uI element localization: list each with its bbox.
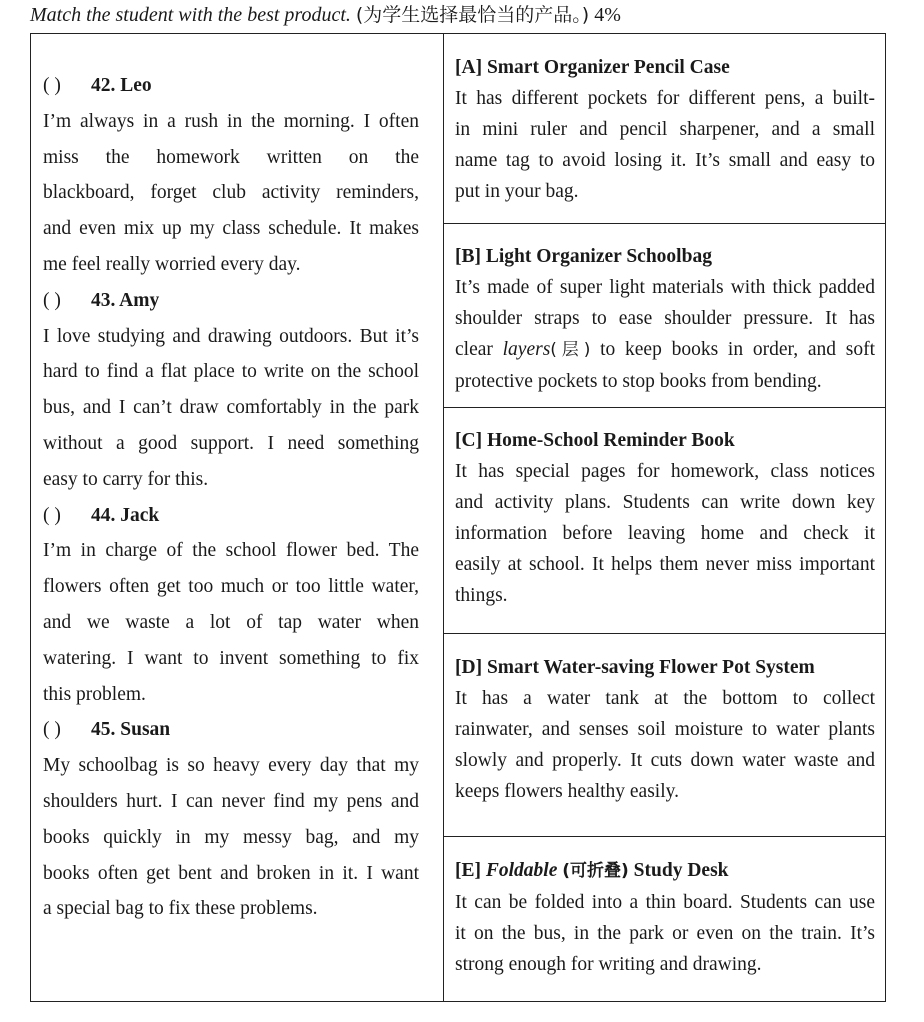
text-line: My schoolbag is so heavy every day that my [43, 755, 419, 777]
text-line: shoulders hurt. I can never find my pens and [43, 790, 419, 812]
text-line: and we waste a lot of tap water when [43, 611, 419, 633]
product-description [455, 887, 875, 980]
product-e [455, 855, 875, 980]
row-divider-ab [443, 223, 886, 224]
text-line: and even mix up my class schedule. It makes [43, 218, 419, 240]
layers-term: layers [502, 339, 551, 360]
product-title: Light Organizer Schoolbag [485, 246, 712, 267]
product-title: Smart Water-saving Flower Pot System [486, 657, 815, 678]
product-tag: [B] [455, 246, 481, 267]
product-description [455, 683, 875, 807]
text-line: miss the homework written on the [43, 146, 419, 168]
product-title: Home-School Reminder Book [486, 430, 735, 451]
text-line: hard to find a flat place to write on the school [43, 361, 419, 383]
chinese-gloss: (可折叠) [562, 861, 629, 881]
text-line: information before leaving home and check it [455, 523, 875, 544]
text-line: and activity plans. Students can write down key [455, 492, 875, 513]
question-header [43, 68, 419, 104]
instruction-heading [30, 2, 621, 28]
text-line: without a good support. I need something [43, 432, 419, 454]
student-name: 43. Amy [91, 289, 160, 311]
instruction-zh: (为学生选择最恰当的产品。) [355, 4, 590, 26]
student-susan [43, 712, 419, 927]
text-line: me feel really worried every day. [43, 253, 301, 275]
product-tag: [C] [455, 430, 483, 451]
product-c [455, 425, 875, 611]
answer-blank[interactable]: ( ) [43, 75, 61, 96]
instruction-en: Match the student with the best product. [30, 4, 351, 26]
text-line: shoulder straps to ease shoulder pressure. It has [455, 308, 875, 329]
product-heading [455, 855, 875, 887]
product-heading [455, 52, 875, 83]
text-line: books often get bent and broken in it. I want [43, 862, 419, 884]
answer-blank[interactable]: ( ) [43, 719, 61, 741]
text-line: strong enough for writing and drawing. [455, 954, 762, 975]
text-line: keeps flowers healthy easily. [455, 781, 679, 802]
text-line: easily at school. It helps them never miss important [455, 554, 875, 575]
question-header [43, 498, 419, 534]
text-line: It’s made of super light materials with thick padded [455, 277, 875, 298]
question-header [43, 283, 419, 319]
column-divider [443, 33, 444, 1002]
product-heading [455, 652, 875, 683]
text-line: protective pockets to stop books from bending. [455, 371, 822, 392]
product-heading [455, 241, 875, 272]
product-title: Smart Organizer Pencil Case [486, 57, 730, 78]
text-line: It has different pockets for different pens, a built- [455, 88, 875, 109]
row-divider-bc [443, 407, 886, 408]
text-line: watering. I want to invent something to fix [43, 647, 419, 669]
product-a [455, 52, 875, 207]
product-description [455, 456, 875, 611]
answer-blank[interactable]: ( ) [43, 504, 61, 526]
text-line: slowly and properly. It cuts down water waste and [455, 750, 875, 771]
text-line: It can be folded into a thin board. Students can use [455, 892, 875, 913]
text-line: name tag to avoid losing it. It’s small and easy to [455, 150, 875, 171]
text-line: flowers often get too much or too little water, [43, 576, 419, 598]
text-line: this problem. [43, 683, 146, 705]
text-line: put in your bag. [455, 181, 579, 202]
text-line: I’m always in a rush in the morning. I often [43, 110, 419, 132]
students-column [43, 68, 419, 927]
text-line: I’m in charge of the school flower bed. The [43, 540, 419, 562]
row-divider-de [443, 836, 886, 837]
student-jack [43, 498, 419, 713]
answer-blank[interactable]: ( ) [43, 289, 61, 311]
question-header [43, 712, 419, 748]
points-label: 4% [594, 4, 621, 26]
text-line: It has a water tank at the bottom to collect [455, 688, 875, 709]
text-fragment: clear [455, 339, 503, 360]
product-title-italic: Foldable [485, 860, 558, 881]
text-line: in mini ruler and pencil sharpener, and a small [455, 119, 875, 140]
row-divider-cd [443, 633, 886, 634]
student-amy [43, 283, 419, 498]
student-leo [43, 68, 419, 283]
text-fragment: to keep books in order, and soft [590, 339, 875, 360]
student-name: 42. Leo [91, 75, 152, 96]
text-line: books quickly in my messy bag, and my [43, 826, 419, 848]
text-line [455, 334, 875, 366]
student-name: 44. Jack [91, 504, 160, 526]
text-line: a special bag to fix these problems. [43, 898, 318, 920]
product-description [455, 272, 875, 397]
text-line: easy to carry for this. [43, 468, 209, 490]
text-line: rainwater, and senses soil moisture to water plants [455, 719, 875, 740]
product-tag: [D] [455, 657, 483, 678]
text-line: I love studying and drawing outdoors. But it’s [43, 325, 419, 347]
product-heading [455, 425, 875, 456]
product-description [455, 83, 875, 207]
product-b [455, 241, 875, 397]
product-tag: [E] [455, 860, 481, 881]
text-line: it on the bus, in the park or even on the train. It’s [455, 923, 875, 944]
product-tag: [A] [455, 57, 483, 78]
chinese-gloss: (层) [550, 340, 591, 360]
text-line: It has special pages for homework, class notices [455, 461, 875, 482]
product-d [455, 652, 875, 807]
student-name: 45. Susan [91, 719, 171, 741]
text-line: bus, and I can’t draw comfortably in the park [43, 397, 419, 419]
product-title: Study Desk [633, 860, 729, 881]
text-line: things. [455, 585, 508, 606]
text-line: blackboard, forget club activity reminders, [43, 182, 419, 204]
